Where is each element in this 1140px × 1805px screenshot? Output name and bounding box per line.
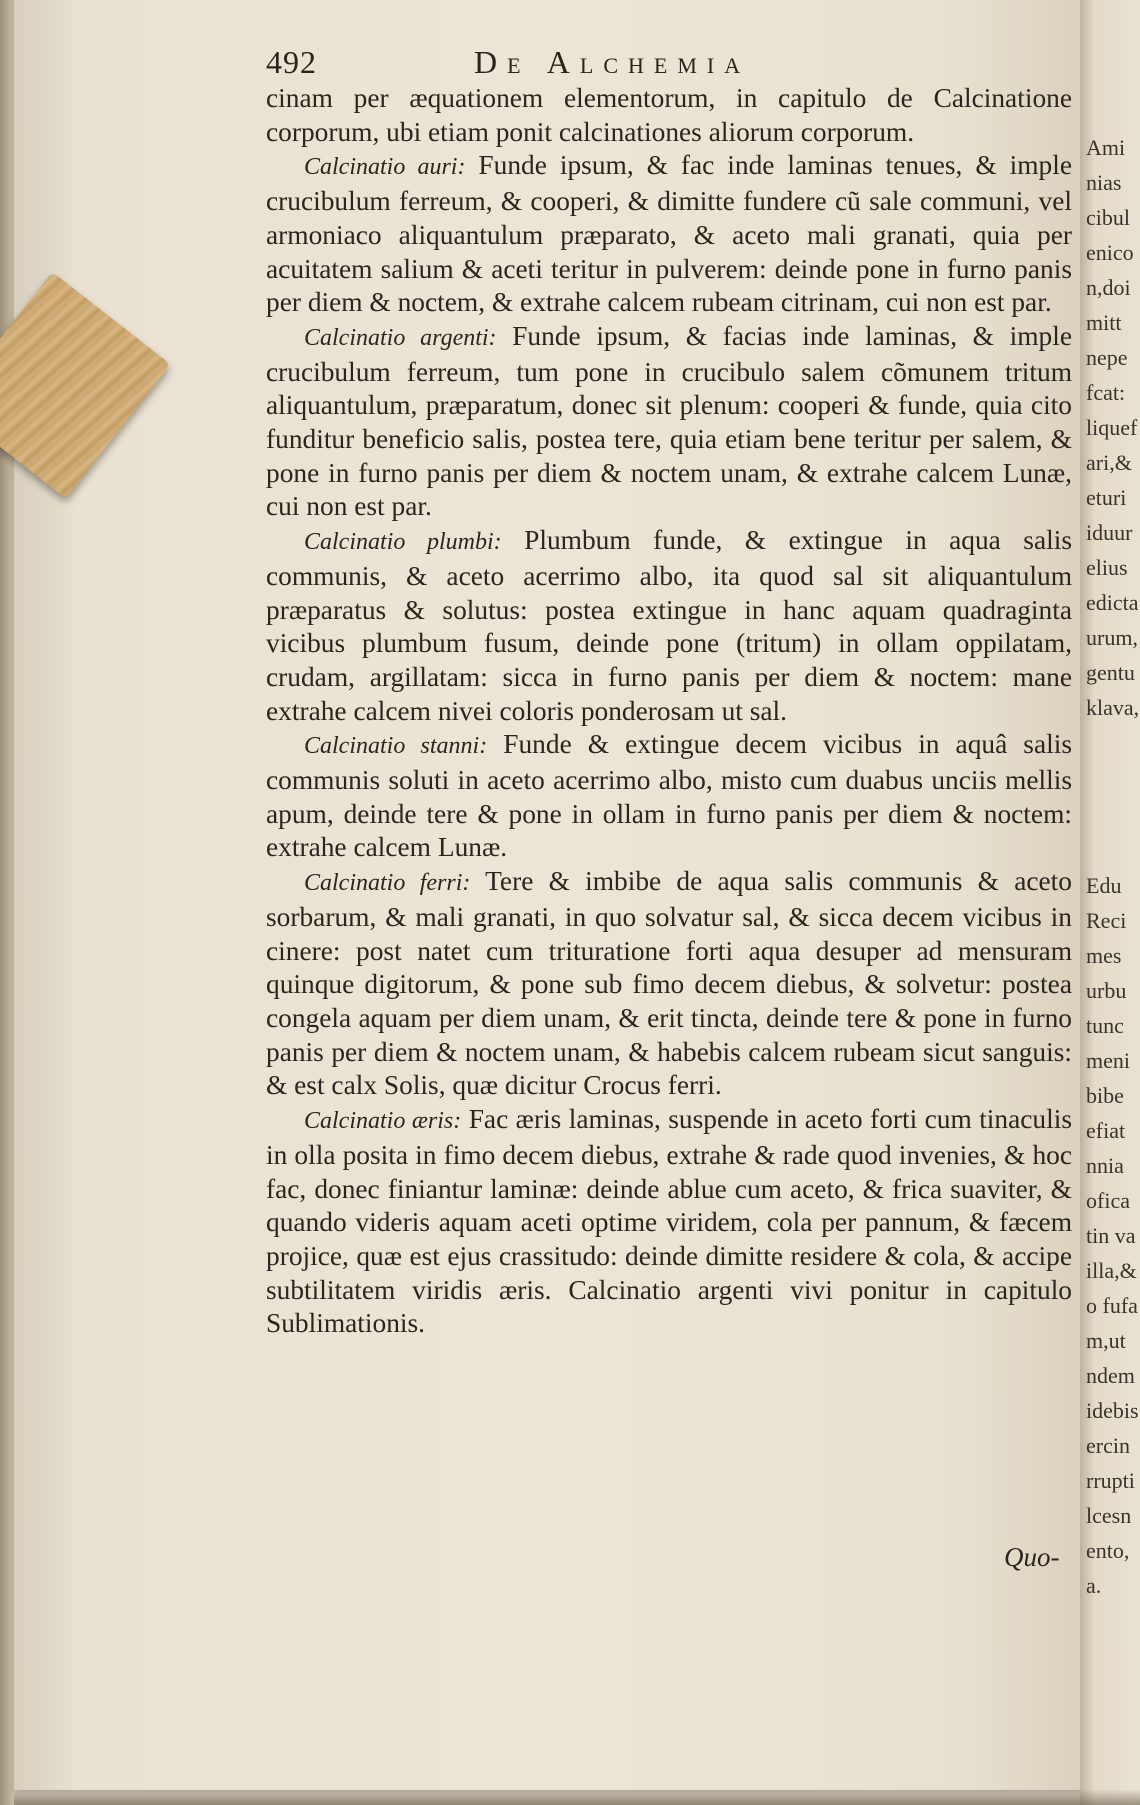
facing-page-fragment: m,ut — [1086, 1328, 1126, 1353]
facing-page-fragment: nepe — [1086, 345, 1128, 370]
facing-page-fragment: liquef — [1086, 415, 1138, 440]
facing-page-fragment: rrupti — [1086, 1468, 1135, 1493]
facing-page-fragment: a. — [1086, 1573, 1102, 1598]
paragraph-calcinatio-stanni — [266, 728, 1072, 865]
facing-page-fragment: urbu — [1086, 978, 1127, 1003]
next-page-edge — [1080, 0, 1140, 1805]
facing-page-fragment: ndem — [1086, 1363, 1135, 1388]
facing-page-fragment: cibul — [1086, 205, 1130, 230]
paragraph-text: Funde ipsum, & facias inde laminas, & imple crucibulum ferreum, tum pone in crucibulo salem cõmunem tritum aliquantulum, præparatum, donec sit plenum: cooperi & funde, quia cito funditur beneficio salis, postea tere, quia etiam bene teritur per salem, & pone in furno panis per diem & noctem unam, & extrahe calcem Lunæ, cui non est par. — [266, 320, 1073, 522]
rubric-calcinatio-auri: Calcinatio auri: — [304, 154, 466, 181]
facing-page-fragment: ento, — [1086, 1538, 1130, 1563]
bottom-shadow — [14, 1789, 1140, 1805]
running-title: De Alchemia — [474, 44, 751, 80]
facing-page-fragment: Ami — [1086, 135, 1126, 160]
facing-page-fragment: tunc — [1086, 1013, 1124, 1038]
paragraph-calcinatio-aeris — [266, 1103, 1072, 1341]
facing-page-fragment: idebis — [1086, 1398, 1139, 1423]
book-page — [14, 0, 1094, 1790]
paragraph-text: cinam per æquationem elementorum, in capitulo de Calcinatione corporum, ubi etiam ponit calcinationes aliorum corporum. — [266, 83, 1072, 147]
facing-page-fragment: o fufa — [1086, 1293, 1138, 1318]
facing-page-fragment: illa,& — [1086, 1258, 1137, 1283]
paragraph-text: Funde & extingue decem vicibus in aquâ salis communis soluti in aceto acerrimo albo, misto cum duabus unciis mellis apum, deinde tere & pone in ollam in furno panis per diem & noctem: extrahe calcem Lunæ. — [266, 729, 1072, 863]
facing-page-fragment: gentu — [1086, 660, 1135, 685]
facing-page-fragment: klava, — [1086, 695, 1140, 720]
paragraph-calcinatio-plumbi — [266, 524, 1072, 728]
facing-page-fragment: efiat — [1086, 1118, 1126, 1143]
rubric-calcinatio-aeris: Calcinatio æris: — [304, 1108, 462, 1135]
facing-page-fragment: bibe — [1086, 1083, 1124, 1108]
facing-page-fragment: edicta — [1086, 590, 1139, 615]
facing-page-fragment: ercin — [1086, 1433, 1130, 1458]
facing-page-fragment: tin va — [1086, 1223, 1136, 1248]
facing-page-fragment: enico — [1086, 240, 1134, 265]
page-binding-edge — [0, 0, 14, 1805]
paragraph-text: Plumbum funde, & extingue in aqua salis communis, & aceto acerrimo albo, ita quod sal sit aliquantulum præparatus & solutus: postea extingue in hanc aquam quadraginta vicibus plumbum fusum, deinde pone (tritum) in ollam oppilatam, crudam, argillatam: sicca in furno panis per diem & noctem: mane extrahe calcem nivei coloris ponderosam ut sal. — [266, 525, 1072, 726]
facing-page-fragment: nias — [1086, 170, 1122, 195]
facing-page-fragment: meni — [1086, 1048, 1130, 1073]
rubric-calcinatio-stanni: Calcinatio stanni: — [304, 733, 488, 760]
rubric-calcinatio-plumbi: Calcinatio plumbi: — [304, 529, 502, 556]
facing-page-fragment: fcat: — [1086, 380, 1126, 405]
paragraph-text: Funde ipsum, & fac inde laminas tenues, & imple crucibulum ferreum, & cooperi, & dimitte fundere cũ sale communi, vel armoniaco aliquantulum præparato, & aceto mali granati, quia per acuitatem salium & aceti teritur in pulverem: deinde pone in furno panis per diem & noctem, & extrahe calcem rubeam citrinam, cui non est par. — [266, 150, 1072, 318]
paragraph-calcinatio-ferri — [266, 865, 1072, 1103]
facing-page-fragment: ari,& — [1086, 450, 1132, 475]
paragraph-text: Fac æris laminas, suspende in aceto forti cum tinaculis in olla posita in fimo decem diebus, extrahe & rade quod invenies, & hoc fac, donec finiantur laminæ: deinde ablue cum aceto, & frica suaviter, & quando videris aquam aceti optime viridem, cola per pannum, & fæcem projice, quæ est ejus crassitudo: deinde dimitte residere & cola, & accipe subtilitatem viridis æris. Calcinatio argenti vivi ponitur in capitulo Sublimationis. — [266, 1104, 1072, 1339]
facing-page-fragment: Reci — [1086, 908, 1127, 933]
facing-page-fragment: lcesn — [1086, 1503, 1132, 1528]
paragraph-continuation — [266, 82, 1072, 149]
wooden-page-holder — [0, 272, 170, 498]
body-text — [266, 82, 1072, 1341]
paragraph-text: Tere & imbibe de aqua salis communis & aceto sorbarum, & mali granati, in quo solvatur sal, & sicca decem vicibus in cinere: post natet cum trituratione forti aqua desuper ad mensuram quinque digitorum, & pone sub fimo decem diebus, & solvetur: postea congela aquam per diem unam, & erit tincta, deinde tere & pone in furno panis per diem & noctem unam, & habebis calcem rubeam sicut sanguis: & est calx Solis, quæ dicitur Crocus ferri. — [266, 866, 1072, 1101]
page-number: 492 — [266, 44, 317, 80]
facing-page-fragment: iduur — [1086, 520, 1133, 545]
facing-page-fragment: Edu — [1086, 873, 1122, 898]
rubric-calcinatio-argenti: Calcinatio argenti: — [304, 324, 497, 351]
paragraph-calcinatio-auri — [266, 149, 1072, 320]
facing-page-fragment: urum, — [1086, 625, 1138, 650]
rubric-calcinatio-ferri: Calcinatio ferri: — [304, 870, 471, 897]
paragraph-calcinatio-argenti — [266, 320, 1072, 524]
facing-page-fragment: mes — [1086, 943, 1122, 968]
facing-page-fragment: eturi — [1086, 485, 1127, 510]
facing-page-fragment: nnia — [1086, 1153, 1124, 1178]
facing-page-fragment: elius — [1086, 555, 1128, 580]
catchword: Quo- — [1004, 1542, 1060, 1572]
facing-page-fragment: ofica — [1086, 1188, 1130, 1213]
facing-page-fragment: mitt — [1086, 310, 1122, 335]
facing-page-fragment: n,doi — [1086, 275, 1131, 300]
